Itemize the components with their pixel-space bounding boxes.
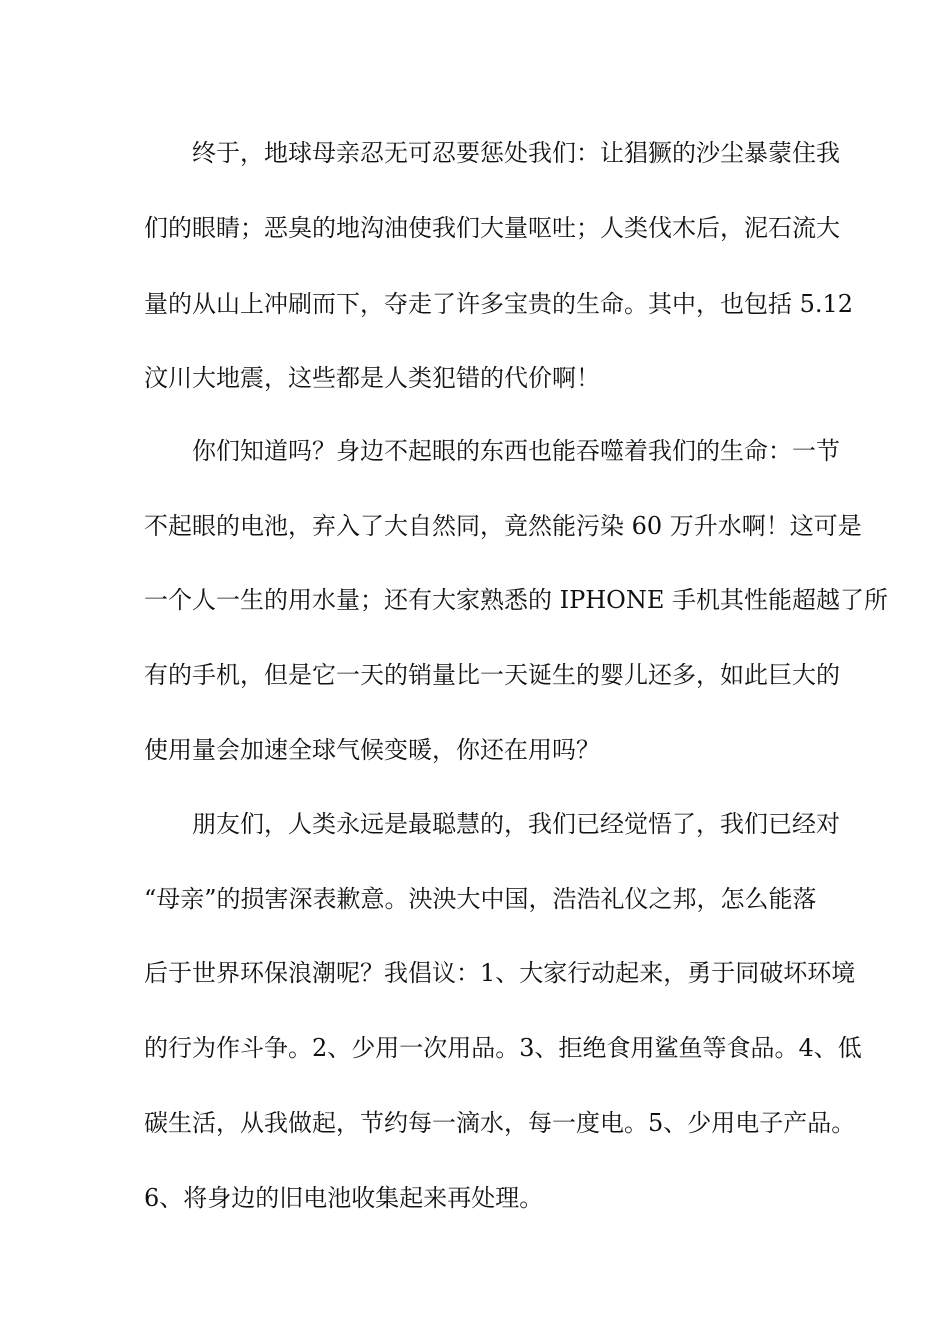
paragraph-line: 的行为作斗争。2、少用一次用品。3、拒绝食用鲨鱼等食品。4、低 — [144, 1034, 862, 1062]
paragraph-line: 后于世界环保浪潮呢？我倡议：1、大家行动起来，勇于同破坏环境 — [144, 959, 856, 987]
paragraph-line: 终于，地球母亲忍无可忍要惩处我们：让猖獗的沙尘暴蒙住我 — [192, 139, 840, 167]
paragraph-line: 一个人一生的用水量；还有大家熟悉的 IPHONE 手机其性能超越了所 — [144, 586, 889, 614]
paragraph-line: 6、将身边的旧电池收集起来再处理。 — [144, 1184, 544, 1212]
paragraph-line: 朋友们，人类永远是最聪慧的，我们已经觉悟了，我们已经对 — [192, 810, 840, 838]
paragraph-line: 有的手机，但是它一天的销量比一天诞生的婴儿还多，如此巨大的 — [144, 661, 840, 689]
paragraph-line: 碳生活，从我做起，节约每一滴水，每一度电。5、少用电子产品。 — [144, 1109, 856, 1137]
paragraph-line: 不起眼的电池，弃入了大自然同，竟然能污染 60 万升水啊！这可是 — [144, 512, 862, 540]
paragraph-line: 汶川大地震，这些都是人类犯错的代价啊！ — [144, 364, 600, 392]
paragraph-line: 们的眼睛；恶臭的地沟油使我们大量呕吐；人类伐木后，泥石流大 — [144, 214, 840, 242]
paragraph-line: 量的从山上冲刷而下，夺走了许多宝贵的生命。其中，也包括 5.12 — [144, 290, 854, 318]
paragraph-line: 使用量会加速全球气候变暖，你还在用吗？ — [144, 736, 600, 764]
paragraph-line: “母亲”的损害深表歉意。泱泱大中国，浩浩礼仪之邦，怎么能落 — [144, 885, 817, 913]
paragraph-line: 你们知道吗？身边不起眼的东西也能吞噬着我们的生命：一节 — [192, 437, 840, 465]
